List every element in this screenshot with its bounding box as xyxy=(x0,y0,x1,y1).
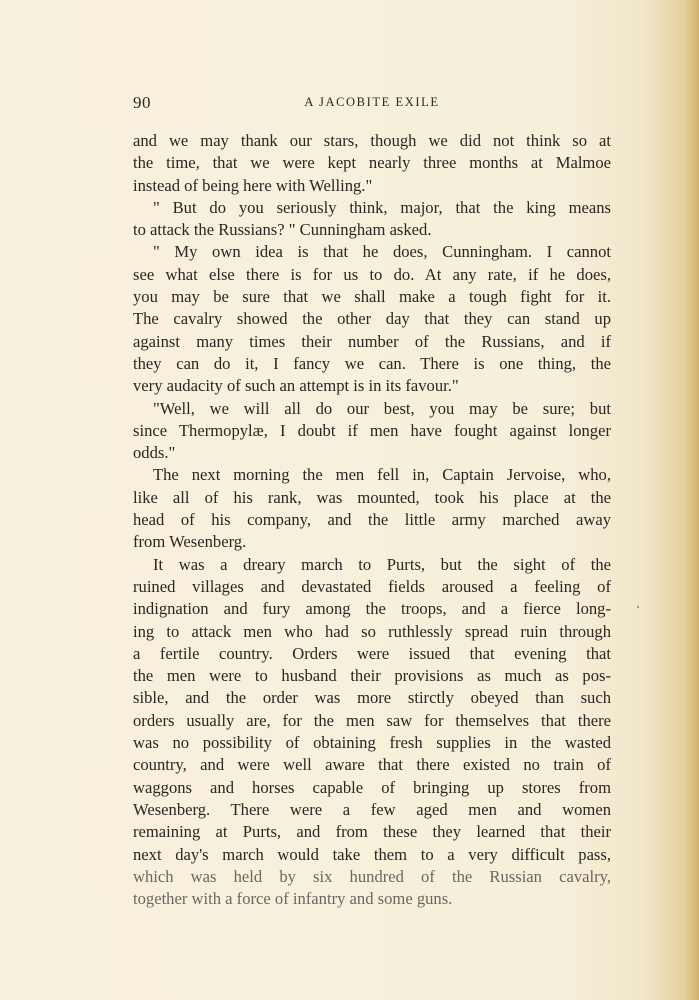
text-line: " But do you seriously think, major, that the king means xyxy=(153,197,611,217)
text-line: "Well, we will all do our best, you may be sure; but xyxy=(153,398,611,418)
paper-speck xyxy=(637,606,639,608)
running-title: A JACOBITE EXILE xyxy=(304,95,440,109)
text-line: and we may thank our stars, though we did not think so at xyxy=(133,131,611,150)
text-line: since Thermopylæ, I doubt if men have fought against longer xyxy=(133,420,611,440)
text-line: waggons and horses capable of bringing up stores from xyxy=(133,777,611,797)
text-line: was no possibility of obtaining fresh supplies in the wasted xyxy=(133,733,611,753)
text-line: against many times their number of the Russians, and if xyxy=(133,331,611,351)
text-line: orders usually are, for the men saw for themselves that there xyxy=(133,710,611,730)
running-head xyxy=(133,93,611,115)
text-line: very audacity of such an attempt is in its favour." xyxy=(133,376,459,396)
text-line: to attack the Russians? " Cunningham asked. xyxy=(133,220,432,240)
page-number: 90 xyxy=(133,93,151,112)
text-line: Wesenberg. There were a few aged men and women xyxy=(133,799,611,819)
text-line: The cavalry showed the other day that they can stand up xyxy=(133,309,611,329)
text-line: a fertile country. Orders were issued that evening that xyxy=(133,643,611,663)
text-line: from Wesenberg. xyxy=(133,532,247,552)
text-line: like all of his rank, was mounted, took his place at the xyxy=(133,487,611,507)
page-edge xyxy=(685,0,699,1000)
text-line: they can do it, I fancy we can. There is one thing, the xyxy=(133,353,611,373)
text-line: head of his company, and the little army marched away xyxy=(133,510,611,530)
text-line: next day's march would take them to a very difficult pass, xyxy=(133,844,611,864)
text-line: It was a dreary march to Purts, but the sight of the xyxy=(153,554,611,574)
text-line: ruined villages and devastated fields aroused a feeling of xyxy=(133,576,611,596)
text-line: ing to attack men who had so ruthlessly spread ruin through xyxy=(133,621,611,641)
text-line: country, and were well aware that there existed no train of xyxy=(133,755,611,775)
text-line: the men were to husband their provisions as much as pos- xyxy=(133,666,611,686)
text-line: together with a force of infantry and some guns. xyxy=(133,889,453,909)
text-line: sible, and the order was more stirctly obeyed than such xyxy=(133,688,611,708)
text-line: The next morning the men fell in, Captain Jervoise, who, xyxy=(153,465,611,485)
text-line: indignation and fury among the troops, and a fierce long- xyxy=(133,599,611,619)
text-line: the time, that we were kept nearly three months at Malmoe xyxy=(133,153,611,173)
text-line: you may be sure that we shall make a tough fight for it. xyxy=(133,287,611,307)
text-line: odds." xyxy=(133,443,176,463)
text-line: remaining at Purts, and from these they learned that their xyxy=(133,822,611,842)
text-line: which was held by six hundred of the Russian cavalry, xyxy=(133,866,611,886)
text-line: " My own idea is that he does, Cunningham. I cannot xyxy=(153,242,611,262)
text-line: see what else there is for us to do. At any rate, if he does, xyxy=(133,264,611,284)
text-line: instead of being here with Welling." xyxy=(133,175,373,195)
body-text xyxy=(133,130,611,910)
